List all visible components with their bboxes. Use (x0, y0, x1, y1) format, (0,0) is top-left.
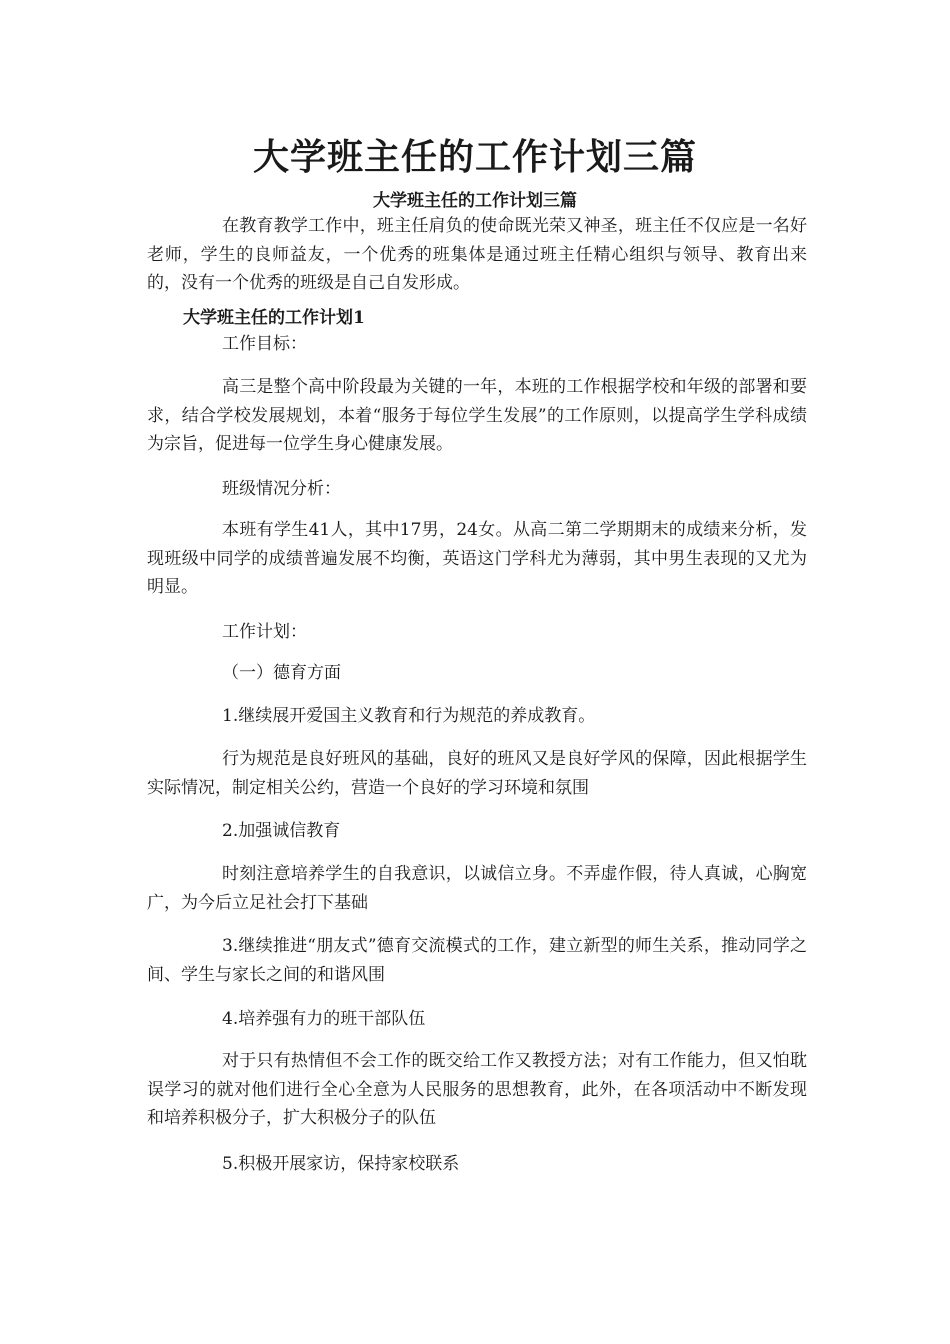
item-4-paragraph: 对于只有热情但不会工作的既交给工作又教授方法；对有工作能力，但又怕耽误学习的就对他们进行全心全意为人民服务的思想教育，此外，在各项活动中不断发现和培养积极分子，扩大积极分子的队伍 (147, 1051, 807, 1128)
analysis-paragraph: 本班有学生41人，其中17男，24女。从高二第二学期期末的成绩来分析，发现班级中同学的成绩普遍发展不均衡，英语这门学科尤为薄弱，其中男生表现的又尤为明显。 (147, 520, 807, 597)
item-5-title: 5.积极开展家访，保持家校联系 (222, 1154, 460, 1174)
analysis-label: 班级情况分析： (222, 479, 341, 499)
plan-label: 工作计划： (222, 622, 307, 642)
document-title: 大学班主任的工作计划三篇 (252, 137, 697, 178)
goal-label: 工作目标： (222, 334, 307, 354)
item-2-paragraph: 时刻注意培养学生的自我意识，以诚信立身。不弄虚作假，待人真诚，心胸宽广，为今后立足社会打下基础 (147, 864, 807, 913)
document-subtitle: 大学班主任的工作计划三篇 (373, 191, 577, 211)
section-heading: 大学班主任的工作计划1 (183, 308, 365, 328)
item-2-title: 2.加强诚信教育 (222, 821, 341, 841)
item-4-title: 4.培养强有力的班干部队伍 (222, 1009, 426, 1029)
item-1-paragraph: 行为规范是良好班风的基础，良好的班风又是良好学风的保障，因此根据学生实际情况，制定相关公约，营造一个良好的学习环境和氛围 (147, 749, 807, 798)
intro-paragraph: 在教育教学工作中，班主任肩负的使命既光荣又神圣，班主任不仅应是一名好老师，学生的良师益友，一个优秀的班集体是通过班主任精心组织与领导、教育出来的，没有一个优秀的班级是自己自发形成。 (147, 216, 807, 293)
moral-education-label: （一）德育方面 (222, 663, 341, 683)
goal-paragraph: 高三是整个高中阶段最为关键的一年，本班的工作根据学校和年级的部署和要求，结合学校发展规划，本着“服务于每位学生发展”的工作原则，以提高学生学科成绩为宗旨，促进每一位学生身心健康发展。 (147, 377, 807, 454)
item-1-title: 1.继续展开爱国主义教育和行为规范的养成教育。 (222, 706, 596, 726)
item-3-paragraph: 3.继续推进“朋友式”德育交流模式的工作，建立新型的师生关系，推动同学之间、学生与家长之间的和谐风围 (147, 936, 807, 985)
